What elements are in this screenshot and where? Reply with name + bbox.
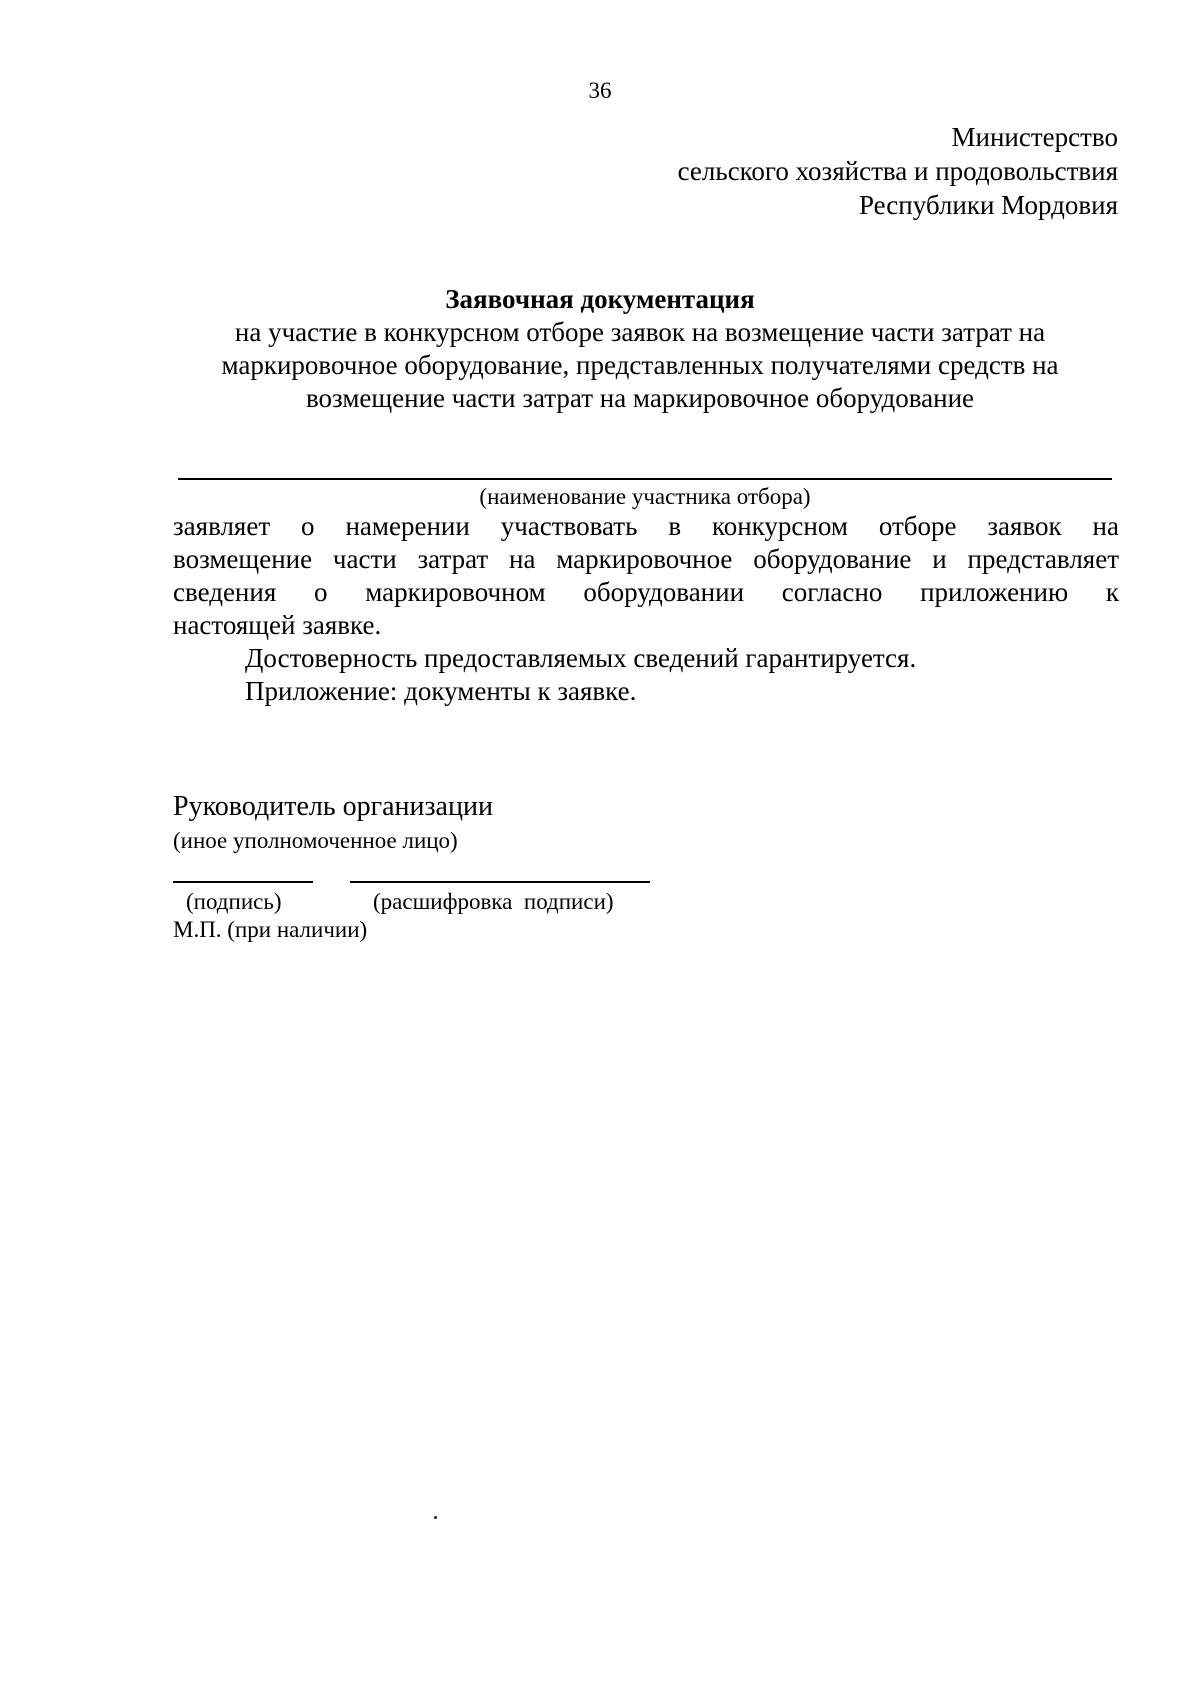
scan-speck (434, 1516, 437, 1519)
body-line: возмещение части затрат на маркировочное оборудование и представляет (173, 544, 1119, 574)
document-subtitle (160, 316, 1120, 415)
body-text (173, 510, 1119, 708)
head-title: Руководитель организации (173, 791, 493, 822)
body-line: настоящей заявке. (173, 610, 382, 640)
addressee-line: сельского хозяйства и продовольствия (677, 156, 1118, 186)
subtitle-line: возмещение части затрат на маркировочное оборудование (305, 383, 975, 413)
body-line: заявляет о намерении участвовать в конкурсном отборе заявок на (173, 511, 1119, 541)
head-subtitle: (иное уполномоченное лицо) (173, 828, 458, 853)
participant-name-line (178, 478, 1112, 480)
signature-line (173, 881, 313, 883)
participant-name-caption: (наименование участника отбора) (479, 484, 811, 509)
signature-decode-caption: (расшифровка подписи) (373, 889, 614, 914)
subtitle-line: на участие в конкурсном отборе заявок на возмещение части затрат на (234, 317, 1046, 347)
attachment-statement: Приложение: документы к заявке. (245, 676, 637, 706)
addressee-line: Республики Мордовия (858, 190, 1118, 220)
document-title: Заявочная документация (445, 284, 755, 314)
stamp-note: М.П. (при наличии) (173, 917, 368, 942)
reliability-statement: Достоверность предоставляемых сведений гарантируется. (245, 643, 917, 673)
page-number: 36 (588, 78, 612, 103)
addressee-block (678, 120, 1118, 222)
signature-caption: (подпись) (186, 889, 282, 914)
body-line: сведения о маркировочном оборудовании согласно приложению к (173, 577, 1119, 607)
subtitle-line: маркировочное оборудование, представленных получателями средств на (221, 350, 1059, 380)
addressee-line: Министерство (951, 122, 1118, 152)
signature-decode-line (350, 881, 650, 883)
